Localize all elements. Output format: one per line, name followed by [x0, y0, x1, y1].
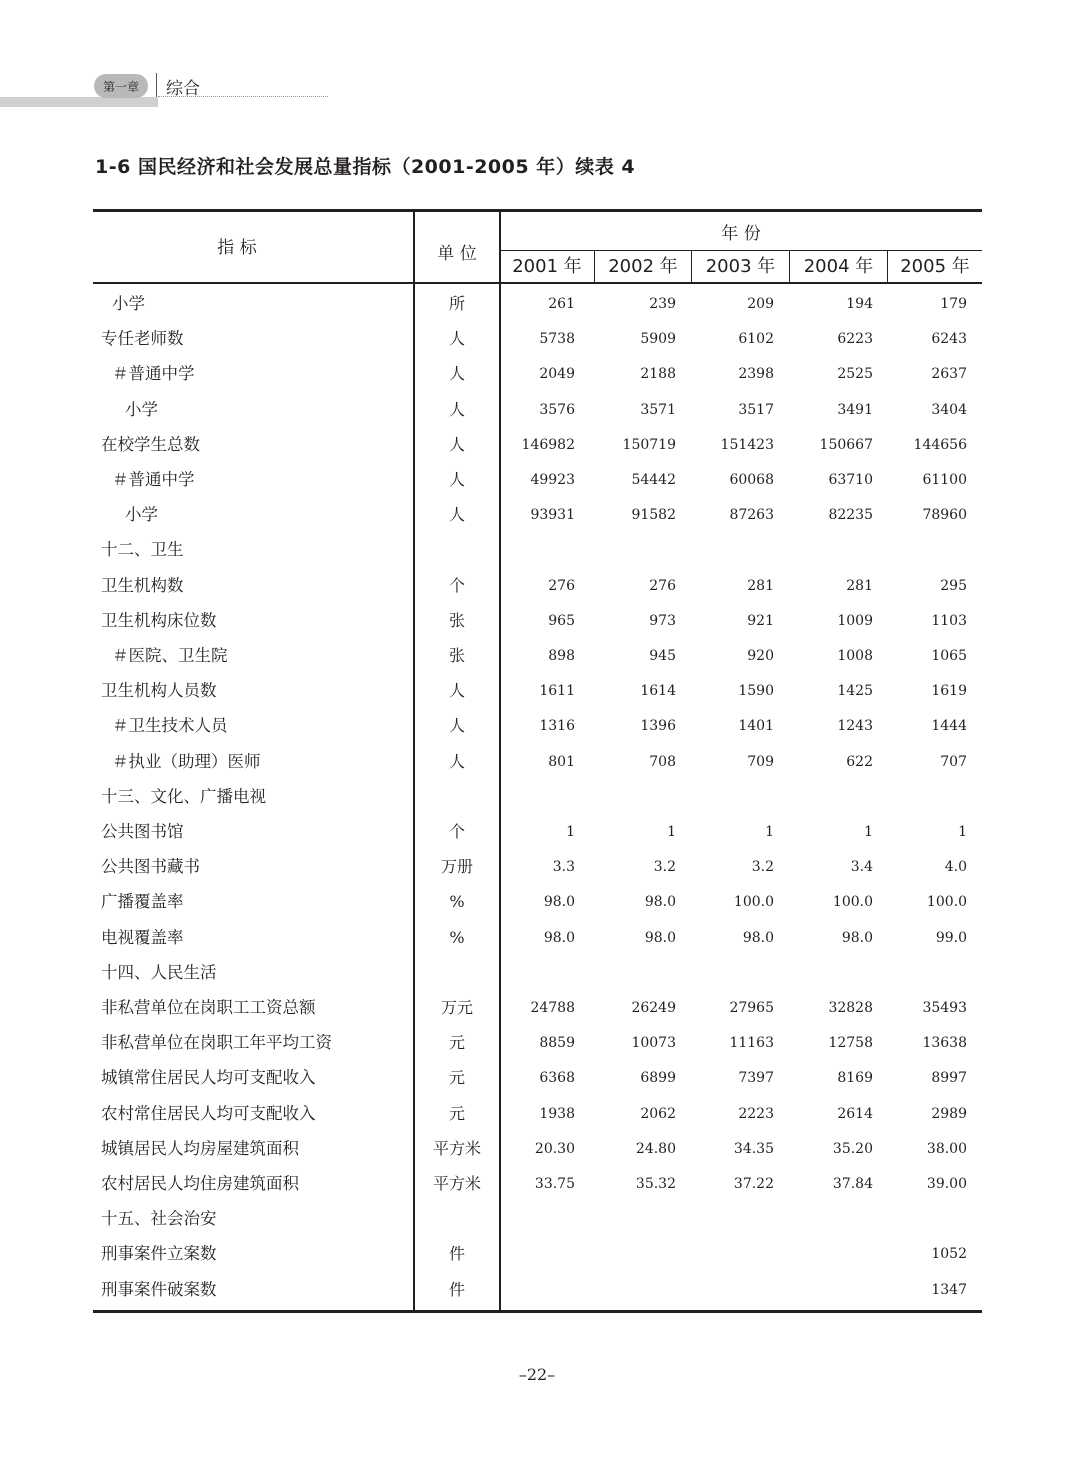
- table-title: 1-6 国民经济和社会发展总量指标（2001-2005 年）续表 4: [95, 156, 636, 178]
- value-cell: 100.0: [832, 894, 873, 911]
- value-cell: 98.0: [644, 929, 676, 946]
- table-row: [93, 673, 982, 708]
- value-cell: 801: [548, 753, 575, 770]
- value-cell: 973: [649, 612, 676, 629]
- value-cell: 1103: [931, 612, 967, 629]
- header-indicator: 指 标: [217, 238, 257, 258]
- indicator-name: 刑事案件破案数: [101, 1279, 217, 1299]
- indicator-name: 卫生机构人员数: [101, 681, 217, 701]
- value-cell: 622: [846, 753, 873, 770]
- table-row: [93, 708, 982, 743]
- unit-cell: 人: [448, 329, 465, 349]
- table-row: [93, 427, 982, 462]
- indicator-name: 十四、人民生活: [101, 962, 217, 982]
- value-cell: 709: [747, 753, 774, 770]
- table-row: [93, 1131, 982, 1166]
- chapter-dotted-rule: [158, 96, 328, 97]
- value-cell: [586, 1236, 676, 1271]
- value-cell: 12758: [828, 1035, 873, 1052]
- value-cell: 209: [747, 296, 774, 312]
- value-cell: 3517: [738, 401, 774, 418]
- value-cell: 35493: [922, 1000, 967, 1016]
- value-cell: 1347: [931, 1281, 967, 1298]
- unit-cell: 元: [448, 1033, 465, 1053]
- value-cell: 6368: [539, 1070, 575, 1087]
- value-cell: 2188: [640, 366, 676, 383]
- value-cell: 194: [846, 296, 873, 312]
- table-top-rule: [93, 209, 982, 212]
- table-row: [93, 814, 982, 849]
- table-row: [93, 1060, 982, 1095]
- value-cell: 13638: [922, 1035, 967, 1052]
- value-cell: [586, 955, 676, 990]
- value-cell: [684, 1272, 774, 1307]
- table-row: [93, 744, 982, 779]
- table-row: [93, 638, 982, 673]
- value-cell: 295: [940, 577, 967, 594]
- value-cell: 2398: [738, 366, 774, 383]
- table-row: [93, 497, 982, 532]
- value-cell: 2525: [837, 366, 873, 383]
- table-row: [93, 884, 982, 919]
- value-cell: 965: [548, 612, 575, 629]
- value-cell: 8169: [837, 1070, 873, 1087]
- chapter-badge: 第一章: [94, 74, 148, 98]
- table-row: [93, 286, 982, 321]
- value-cell: [485, 1272, 575, 1307]
- value-cell: [684, 1236, 774, 1271]
- value-cell: 33.75: [534, 1176, 575, 1192]
- unit-cell: 件: [448, 1244, 465, 1264]
- indicator-name: 十五、社会治安: [101, 1209, 217, 1229]
- header-year-2001: 2001 年: [512, 256, 582, 277]
- unit-cell: 人: [448, 399, 465, 419]
- table-row: [93, 920, 982, 955]
- value-cell: [485, 955, 575, 990]
- table-row: [93, 1272, 982, 1307]
- value-cell: 1401: [738, 718, 774, 735]
- unit-cell: 张: [448, 646, 465, 665]
- value-cell: 1614: [640, 683, 676, 700]
- unit-cell: 平方米: [432, 1174, 481, 1193]
- value-cell: 1008: [837, 648, 873, 664]
- value-cell: [485, 532, 575, 567]
- value-cell: 20.30: [534, 1140, 575, 1157]
- header-year-2002: 2002 年: [608, 256, 678, 277]
- value-cell: [586, 1201, 676, 1236]
- value-cell: 1590: [738, 683, 774, 700]
- value-cell: 61100: [922, 472, 967, 488]
- indicator-name: 十二、卫生: [101, 540, 184, 560]
- value-cell: 3.4: [850, 859, 873, 876]
- table-bottom-rule: [93, 1310, 982, 1313]
- value-cell: 281: [846, 577, 873, 594]
- value-cell: [783, 955, 873, 990]
- value-cell: 921: [747, 612, 774, 629]
- value-cell: 179: [940, 296, 967, 312]
- value-cell: 708: [649, 753, 676, 770]
- table-row: [93, 532, 982, 567]
- table-row: [93, 849, 982, 884]
- value-cell: 5738: [539, 331, 575, 348]
- value-cell: 98.0: [543, 929, 575, 946]
- table-row: [93, 1201, 982, 1236]
- header-year-2005: 2005 年: [900, 256, 970, 277]
- value-cell: 144656: [913, 436, 967, 453]
- unit-cell: 个: [448, 575, 465, 595]
- unit-cell: 元: [448, 1103, 465, 1123]
- value-cell: 2062: [640, 1105, 676, 1122]
- value-cell: [783, 1201, 873, 1236]
- unit-cell: 人: [448, 681, 465, 701]
- unit-cell: %: [449, 927, 465, 947]
- indicator-name: 广播覆盖率: [101, 892, 184, 912]
- value-cell: [485, 1201, 575, 1236]
- value-cell: 63710: [828, 472, 873, 488]
- indicator-name: 小学: [112, 294, 145, 313]
- value-cell: [586, 532, 676, 567]
- value-cell: 91582: [631, 507, 676, 524]
- value-cell: 54442: [631, 472, 676, 488]
- indicator-name: 城镇居民人均房屋建筑面积: [101, 1138, 299, 1158]
- value-cell: 4.0: [944, 859, 967, 876]
- value-cell: 35.32: [635, 1176, 676, 1192]
- value-cell: 98.0: [742, 929, 774, 946]
- value-cell: 1243: [837, 718, 873, 735]
- unit-cell: 所: [448, 294, 465, 313]
- value-cell: 150667: [819, 436, 873, 453]
- years-group-rule: [500, 250, 982, 251]
- value-cell: 93931: [530, 507, 575, 524]
- value-cell: [485, 1236, 575, 1271]
- header-year-2003: 2003 年: [705, 256, 776, 277]
- value-cell: 945: [649, 648, 676, 664]
- value-cell: 707: [940, 753, 967, 770]
- value-cell: 37.84: [832, 1176, 873, 1192]
- value-cell: [877, 532, 967, 567]
- value-cell: [684, 955, 774, 990]
- value-cell: 239: [649, 296, 676, 312]
- table-row: [93, 603, 982, 638]
- table-row: [93, 990, 982, 1025]
- value-cell: 1: [667, 824, 676, 840]
- unit-cell: 人: [448, 716, 465, 736]
- value-cell: 276: [649, 577, 676, 594]
- value-cell: 37.22: [733, 1176, 774, 1192]
- value-cell: 10073: [631, 1035, 676, 1052]
- unit-cell: %: [449, 892, 465, 912]
- indicator-name: ＃卫生技术人员: [112, 716, 228, 736]
- value-cell: 3.3: [552, 859, 575, 876]
- value-cell: 898: [548, 648, 575, 664]
- value-cell: 1619: [931, 683, 967, 700]
- value-cell: 3.2: [751, 859, 774, 876]
- table-row: [93, 955, 982, 990]
- chapter-header-bar: [0, 97, 158, 107]
- value-cell: 1: [566, 824, 575, 840]
- unit-cell: 人: [448, 505, 465, 525]
- value-cell: 1: [765, 824, 774, 840]
- value-cell: 32828: [828, 1000, 873, 1016]
- indicator-name: 公共图书馆: [101, 822, 184, 841]
- unit-cell: 个: [448, 822, 465, 841]
- value-cell: 49923: [530, 472, 575, 488]
- value-cell: 1: [864, 824, 873, 840]
- table-row: [93, 462, 982, 497]
- value-cell: 100.0: [926, 894, 967, 911]
- value-cell: 1: [958, 824, 967, 840]
- value-cell: 6223: [837, 331, 873, 348]
- value-cell: 11163: [729, 1035, 774, 1052]
- unit-cell: 万册: [440, 857, 473, 877]
- value-cell: 276: [548, 577, 575, 594]
- value-cell: 98.0: [841, 929, 873, 946]
- value-cell: [877, 1201, 967, 1236]
- value-cell: [783, 1236, 873, 1271]
- value-cell: 60068: [729, 472, 774, 488]
- value-cell: 34.35: [733, 1140, 774, 1157]
- unit-cell: 人: [448, 434, 465, 454]
- value-cell: 1938: [539, 1105, 575, 1122]
- indicator-name: 卫生机构数: [101, 575, 184, 595]
- table-row: [93, 1096, 982, 1131]
- table-row: [93, 392, 982, 427]
- value-cell: 2989: [931, 1105, 967, 1122]
- value-cell: 261: [548, 296, 575, 312]
- unit-cell: 人: [448, 364, 465, 384]
- value-cell: [586, 779, 676, 814]
- value-cell: [485, 779, 575, 814]
- header-year-2004: 2004 年: [803, 256, 874, 277]
- indicator-name: 十三、文化、广播电视: [101, 786, 266, 806]
- indicator-name: 小学: [125, 399, 158, 419]
- value-cell: 150719: [622, 436, 676, 453]
- value-cell: 98.0: [543, 894, 575, 911]
- chapter-separator: [156, 73, 157, 97]
- value-cell: [783, 532, 873, 567]
- value-cell: 2223: [738, 1105, 774, 1122]
- value-cell: 24.80: [635, 1140, 676, 1157]
- indicator-name: 小学: [125, 505, 158, 525]
- unit-cell: 平方米: [432, 1138, 481, 1158]
- value-cell: [684, 1201, 774, 1236]
- value-cell: 98.0: [644, 894, 676, 911]
- value-cell: 1009: [837, 612, 873, 629]
- indicator-name: ＃医院、卫生院: [112, 646, 228, 665]
- unit-cell: 人: [448, 470, 465, 489]
- value-cell: 7397: [738, 1070, 774, 1087]
- value-cell: 38.00: [926, 1140, 967, 1157]
- indicator-name: 非私营单位在岗职工年平均工资: [101, 1033, 332, 1053]
- value-cell: 35.20: [832, 1140, 873, 1157]
- value-cell: [684, 532, 774, 567]
- unit-cell: 人: [448, 751, 465, 771]
- value-cell: 6243: [931, 331, 967, 348]
- value-cell: 151423: [720, 436, 774, 453]
- value-cell: [783, 1272, 873, 1307]
- unit-cell: 万元: [440, 998, 473, 1017]
- value-cell: 5909: [640, 331, 676, 348]
- indicator-name: ＃普通中学: [112, 470, 195, 489]
- value-cell: 2637: [931, 366, 967, 383]
- value-cell: 3491: [837, 401, 873, 418]
- indicator-name: ＃执业（助理）医师: [112, 751, 261, 771]
- value-cell: 1065: [931, 648, 967, 664]
- unit-cell: 元: [448, 1068, 465, 1088]
- indicator-name: 城镇常住居民人均可支配收入: [101, 1068, 316, 1088]
- unit-cell: 张: [448, 610, 465, 630]
- value-cell: 3576: [539, 401, 575, 418]
- value-cell: 3404: [931, 401, 967, 418]
- value-cell: [684, 779, 774, 814]
- value-cell: 1316: [539, 718, 575, 735]
- page-number: –22–: [518, 1365, 556, 1384]
- value-cell: 2049: [539, 366, 575, 383]
- value-cell: 39.00: [926, 1176, 967, 1192]
- table-row: [93, 1025, 982, 1060]
- indicator-name: ＃普通中学: [112, 364, 195, 384]
- value-cell: 99.0: [935, 929, 967, 946]
- value-cell: 1611: [539, 683, 575, 700]
- table-row: [93, 568, 982, 603]
- header-unit: 单 位: [437, 244, 477, 264]
- value-cell: [877, 955, 967, 990]
- indicator-name: 农村居民人均住房建筑面积: [101, 1174, 299, 1193]
- value-cell: 100.0: [733, 894, 774, 911]
- unit-cell: 件: [448, 1279, 465, 1299]
- indicator-name: 在校学生总数: [101, 434, 200, 454]
- header-years-group: 年 份: [721, 224, 761, 244]
- value-cell: 82235: [828, 507, 873, 524]
- value-cell: 6899: [640, 1070, 676, 1087]
- value-cell: 24788: [530, 1000, 575, 1016]
- indicator-name: 电视覆盖率: [101, 927, 184, 947]
- value-cell: 146982: [521, 436, 575, 453]
- chapter-title: 综合: [166, 79, 200, 99]
- header-bottom-rule: [93, 282, 982, 284]
- indicator-name: 农村常住居民人均可支配收入: [101, 1103, 316, 1123]
- table-row: [93, 321, 982, 356]
- indicator-name: 卫生机构床位数: [101, 610, 217, 630]
- value-cell: [877, 779, 967, 814]
- table-row: [93, 356, 982, 391]
- value-cell: 281: [747, 577, 774, 594]
- table-row: [93, 1236, 982, 1271]
- value-cell: [783, 779, 873, 814]
- indicator-name: 专任老师数: [101, 329, 184, 349]
- value-cell: 78960: [922, 507, 967, 524]
- value-cell: 1052: [931, 1246, 967, 1263]
- value-cell: 87263: [729, 507, 774, 524]
- value-cell: 3.2: [653, 859, 676, 876]
- value-cell: 8859: [539, 1035, 575, 1052]
- value-cell: [586, 1272, 676, 1307]
- value-cell: 1396: [640, 718, 676, 735]
- table-row: [93, 779, 982, 814]
- value-cell: 1444: [931, 718, 967, 735]
- value-cell: 1425: [837, 683, 873, 700]
- value-cell: 26249: [631, 1000, 676, 1016]
- indicator-name: 公共图书藏书: [101, 857, 200, 877]
- value-cell: 6102: [738, 331, 774, 348]
- value-cell: 3571: [640, 401, 676, 418]
- value-cell: 8997: [931, 1070, 967, 1087]
- table-row: [93, 1166, 982, 1201]
- value-cell: 920: [747, 648, 774, 664]
- value-cell: 27965: [729, 1000, 774, 1016]
- value-cell: 2614: [837, 1105, 873, 1122]
- indicator-name: 非私营单位在岗职工工资总额: [101, 998, 316, 1017]
- indicator-name: 刑事案件立案数: [101, 1244, 217, 1264]
